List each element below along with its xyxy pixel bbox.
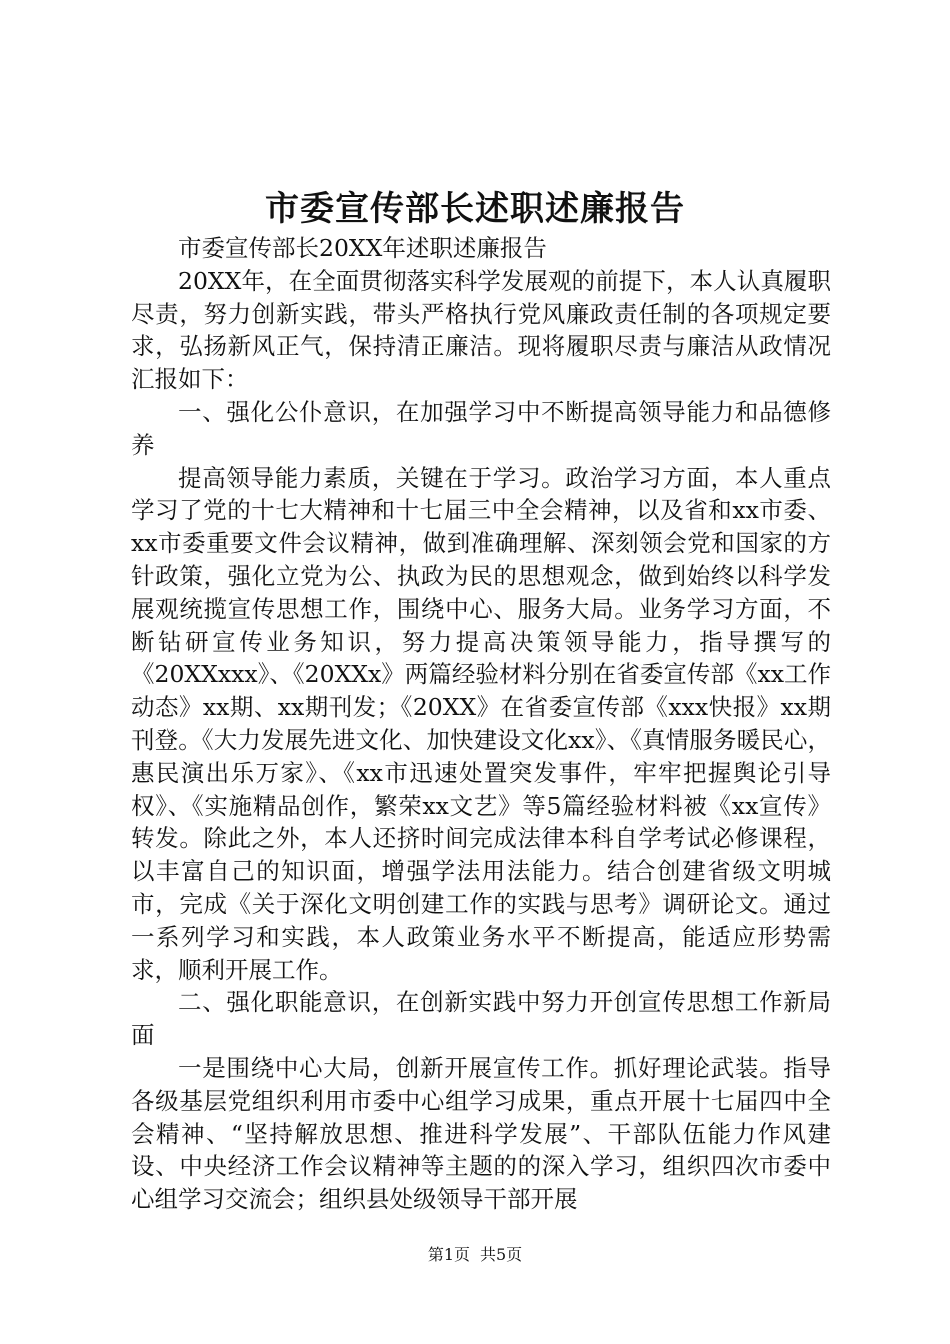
page-number: 第1页 [427, 1245, 470, 1264]
paragraph-heading-1: 一、强化公仆意识，在加强学习中不断提高领导能力和品德修养 [131, 397, 831, 459]
paragraph-propaganda: 一是围绕中心大局，创新开展宣传工作。抓好理论武装。指导各级基层党组织利用市委中心组学习成果，重点开展十七届四中全会精神、“坚持解放思想、推进科学发展”、干部队伍能力作风建设、中央经济工作会议精神等主题的的深入学习，组织四次市委中心组学习交流会；组织县处级领导干部开展 [131, 1053, 831, 1214]
page-footer [0, 1244, 950, 1266]
paragraph-subtitle: 市委宣传部长20XX年述职述廉报告 [178, 234, 547, 262]
document-body [131, 232, 831, 1216]
paragraph-intro: 20XX年，在全面贯彻落实科学发展观的前提下，本人认真履职尽责，努力创新实践，带头严格执行党风廉政责任制的各项规定要求，弘扬新风正气，保持清正廉洁。现将履职尽责与廉洁从政情况汇报如下： [131, 266, 831, 394]
page-total: 共5页 [480, 1245, 523, 1264]
paragraph-heading-2: 二、强化职能意识，在创新实践中努力开创宣传思想工作新局面 [131, 988, 831, 1050]
paragraph-study: 提高领导能力素质，关键在于学习。政治学习方面，本人重点学习了党的十七大精神和十七届三中全会精神，以及省和xx市委、xx市委重要文件会议精神，做到准确理解、深刻领会党和国家的方针政策，强化立党为公、执政为民的思想观念，做到始终以科学发展观统揽宣传思想工作，围绕中心、服务大局。业务学习方面，不断钻研宣传业务知识，努力提高决策领导能力，指导撰写的《20XXxxx》、《20XXx》两篇经验材料分别在省委宣传部《xx工作动态》xx期、xx期刊发；《20XX》在省委宣传部《xxx快报》xx期刊登。《大力发展先进文化、加快建设文化xx》、《真情服务暖民心，惠民演出乐万家》、《xx市迅速处置突发事件，牢牢把握舆论引导权》、《实施精品创作，繁荣xx文艺》等5篇经验材料被《xx宣传》转发。除此之外，本人还挤时间完成法律本科自学考试必修课程，以丰富自己的知识面，增强学法用法能力。结合创建省级文明城市，完成《关于深化文明创建工作的实践与思考》调研论文。通过一系列学习和实践，本人政策业务水平不断提高，能适应形势需求，顺利开展工作。 [131, 463, 831, 984]
document-title: 市委宣传部长述职述廉报告 [265, 189, 685, 229]
